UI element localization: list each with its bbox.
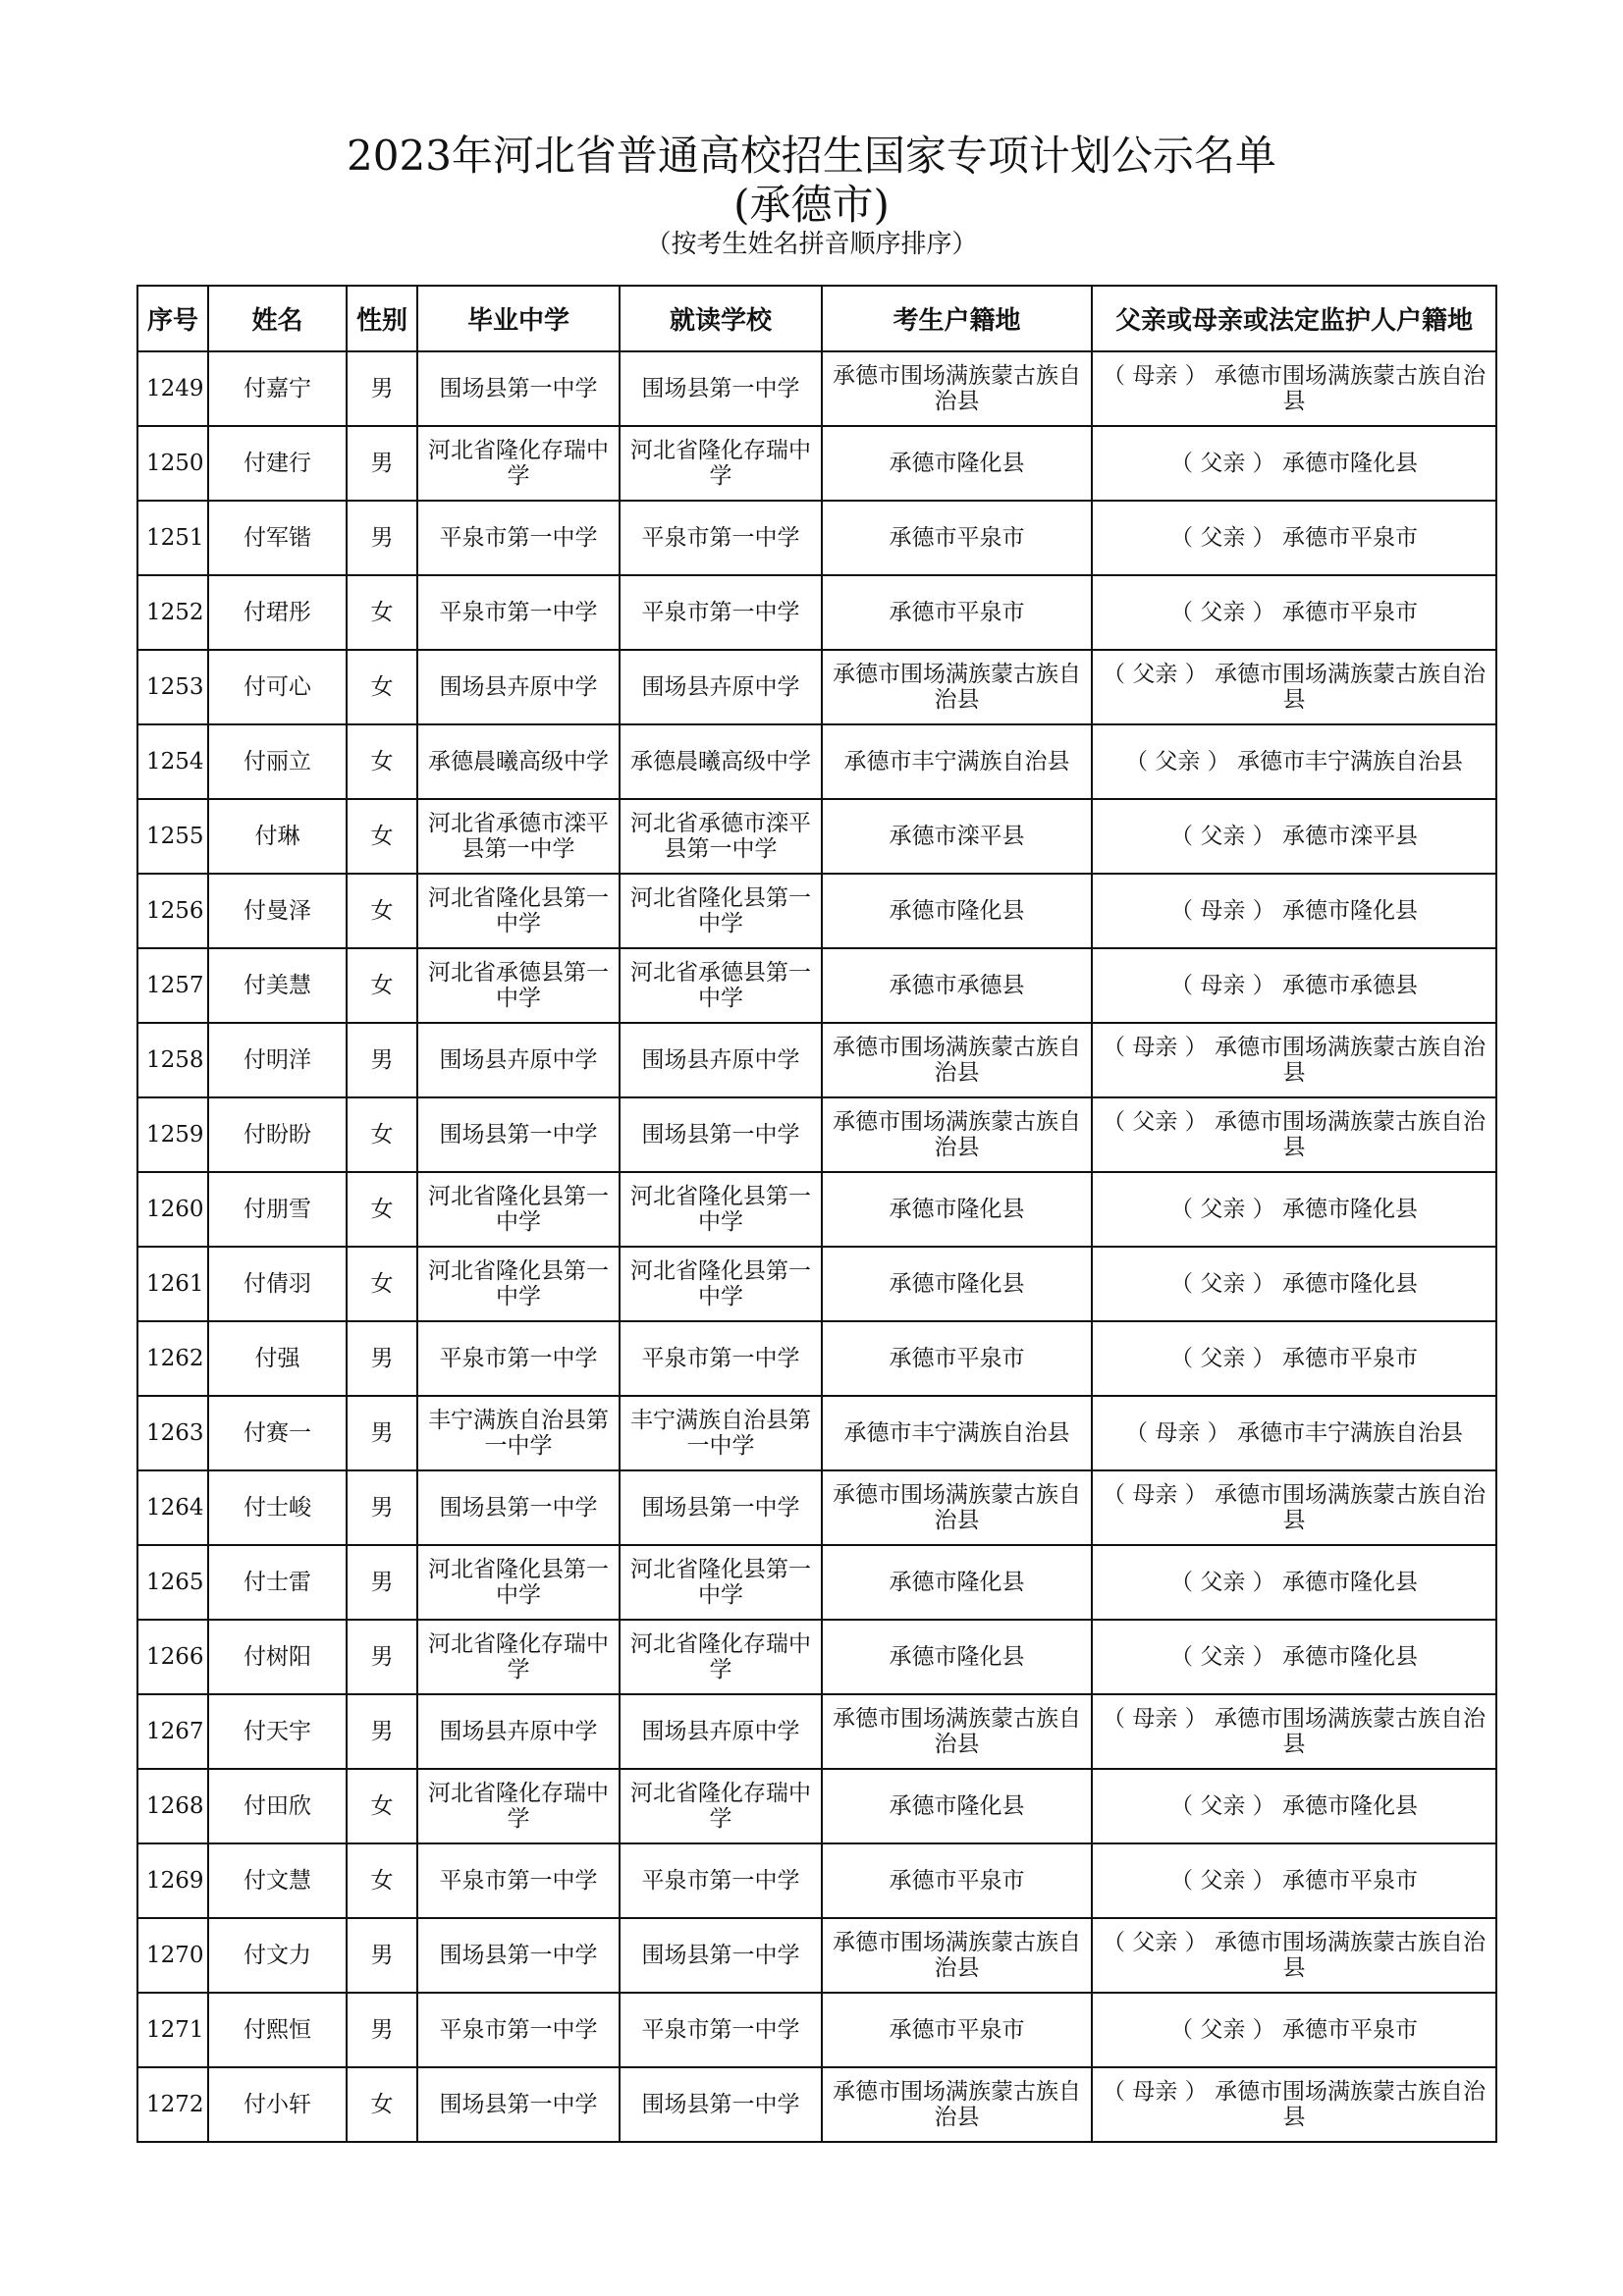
guardian-hukou-cell: （ 母亲 ） 承德市围场满族蒙古族自治县 <box>1092 351 1496 426</box>
guardian-hukou-cell: （ 母亲 ） 承德市承德县 <box>1092 948 1496 1023</box>
current-school-cell: 承德晨曦高级中学 <box>620 724 822 799</box>
current-school-cell: 围场县卉原中学 <box>620 1694 822 1769</box>
current-school-cell: 河北省隆化存瑞中学 <box>620 1620 822 1694</box>
student-hukou-cell: 承德市丰宁满族自治县 <box>822 1396 1092 1470</box>
graduation-school-cell: 平泉市第一中学 <box>417 1993 620 2067</box>
admission-roster-table <box>136 285 1497 2143</box>
serial-number-cell: 1257 <box>137 948 208 1023</box>
current-school-cell: 围场县第一中学 <box>620 2067 822 2142</box>
guardian-hukou-cell: （ 父亲 ） 承德市平泉市 <box>1092 1843 1496 1918</box>
graduation-school-cell: 围场县第一中学 <box>417 351 620 426</box>
serial-number-cell: 1265 <box>137 1545 208 1620</box>
student-name-cell: 付琳 <box>208 799 347 874</box>
guardian-hukou-cell: （ 母亲 ） 承德市围场满族蒙古族自治县 <box>1092 1023 1496 1097</box>
table-row <box>137 1993 1496 2067</box>
header-row <box>137 286 1496 351</box>
student-name-cell: 付建行 <box>208 426 347 501</box>
table-row <box>137 501 1496 575</box>
student-name-cell: 付士峻 <box>208 1470 347 1545</box>
sex-cell: 女 <box>347 724 417 799</box>
sex-cell: 男 <box>347 501 417 575</box>
table-row <box>137 874 1496 948</box>
guardian-hukou-cell: （ 父亲 ） 承德市围场满族蒙古族自治县 <box>1092 1918 1496 1993</box>
student-hukou-cell: 承德市围场满族蒙古族自治县 <box>822 351 1092 426</box>
current-school-cell: 围场县第一中学 <box>620 1918 822 1993</box>
header-graduation-school: 毕业中学 <box>417 286 620 351</box>
current-school-cell: 围场县卉原中学 <box>620 650 822 724</box>
student-name-cell: 付倩羽 <box>208 1247 347 1321</box>
sex-cell: 男 <box>347 1023 417 1097</box>
student-name-cell: 付盼盼 <box>208 1097 347 1172</box>
student-hukou-cell: 承德市平泉市 <box>822 1843 1092 1918</box>
sex-cell: 男 <box>347 1396 417 1470</box>
graduation-school-cell: 河北省隆化县第一中学 <box>417 874 620 948</box>
guardian-hukou-cell: （ 父亲 ） 承德市围场满族蒙古族自治县 <box>1092 650 1496 724</box>
student-name-cell: 付美慧 <box>208 948 347 1023</box>
student-name-cell: 付文慧 <box>208 1843 347 1918</box>
table-row <box>137 799 1496 874</box>
serial-number-cell: 1269 <box>137 1843 208 1918</box>
table-row <box>137 1918 1496 1993</box>
current-school-cell: 平泉市第一中学 <box>620 1843 822 1918</box>
sex-cell: 男 <box>347 1470 417 1545</box>
header-current-school: 就读学校 <box>620 286 822 351</box>
sex-cell: 女 <box>347 1172 417 1247</box>
current-school-cell: 河北省隆化县第一中学 <box>620 1545 822 1620</box>
student-name-cell: 付田欣 <box>208 1769 347 1843</box>
current-school-cell: 河北省隆化县第一中学 <box>620 1172 822 1247</box>
student-name-cell: 付可心 <box>208 650 347 724</box>
student-name-cell: 付熙恒 <box>208 1993 347 2067</box>
graduation-school-cell: 河北省隆化县第一中学 <box>417 1545 620 1620</box>
student-hukou-cell: 承德市平泉市 <box>822 1993 1092 2067</box>
current-school-cell: 河北省承德县第一中学 <box>620 948 822 1023</box>
graduation-school-cell: 平泉市第一中学 <box>417 1843 620 1918</box>
serial-number-cell: 1270 <box>137 1918 208 1993</box>
serial-number-cell: 1254 <box>137 724 208 799</box>
sex-cell: 女 <box>347 874 417 948</box>
graduation-school-cell: 河北省隆化存瑞中学 <box>417 426 620 501</box>
sex-cell: 女 <box>347 650 417 724</box>
document-subtitle-city: (承德市) <box>733 181 890 229</box>
table-row <box>137 426 1496 501</box>
guardian-hukou-cell: （ 父亲 ） 承德市隆化县 <box>1092 1172 1496 1247</box>
header-sex: 性别 <box>347 286 417 351</box>
student-name-cell: 付强 <box>208 1321 347 1396</box>
current-school-cell: 平泉市第一中学 <box>620 1321 822 1396</box>
student-hukou-cell: 承德市围场满族蒙古族自治县 <box>822 1097 1092 1172</box>
student-hukou-cell: 承德市围场满族蒙古族自治县 <box>822 1470 1092 1545</box>
serial-number-cell: 1260 <box>137 1172 208 1247</box>
student-hukou-cell: 承德市承德县 <box>822 948 1092 1023</box>
sex-cell: 女 <box>347 2067 417 2142</box>
guardian-hukou-cell: （ 父亲 ） 承德市隆化县 <box>1092 1545 1496 1620</box>
serial-number-cell: 1272 <box>137 2067 208 2142</box>
sex-cell: 女 <box>347 1769 417 1843</box>
sex-cell: 男 <box>347 1321 417 1396</box>
table-row <box>137 724 1496 799</box>
document-title: 2023年河北省普通高校招生国家专项计划公示名单 <box>347 132 1276 180</box>
student-hukou-cell: 承德市平泉市 <box>822 575 1092 650</box>
serial-number-cell: 1266 <box>137 1620 208 1694</box>
guardian-hukou-cell: （ 父亲 ） 承德市平泉市 <box>1092 1321 1496 1396</box>
graduation-school-cell: 围场县第一中学 <box>417 2067 620 2142</box>
sex-cell: 女 <box>347 1097 417 1172</box>
graduation-school-cell: 围场县卉原中学 <box>417 1023 620 1097</box>
student-name-cell: 付朋雪 <box>208 1172 347 1247</box>
table-row <box>137 1769 1496 1843</box>
sex-cell: 男 <box>347 1993 417 2067</box>
sex-cell: 女 <box>347 575 417 650</box>
student-name-cell: 付军锴 <box>208 501 347 575</box>
serial-number-cell: 1250 <box>137 426 208 501</box>
student-hukou-cell: 承德市围场满族蒙古族自治县 <box>822 650 1092 724</box>
serial-number-cell: 1263 <box>137 1396 208 1470</box>
student-hukou-cell: 承德市隆化县 <box>822 1769 1092 1843</box>
guardian-hukou-cell: （ 父亲 ） 承德市滦平县 <box>1092 799 1496 874</box>
current-school-cell: 河北省隆化存瑞中学 <box>620 1769 822 1843</box>
student-hukou-cell: 承德市隆化县 <box>822 1247 1092 1321</box>
graduation-school-cell: 围场县第一中学 <box>417 1097 620 1172</box>
serial-number-cell: 1251 <box>137 501 208 575</box>
graduation-school-cell: 围场县第一中学 <box>417 1470 620 1545</box>
graduation-school-cell: 河北省承德市滦平县第一中学 <box>417 799 620 874</box>
guardian-hukou-cell: （ 父亲 ） 承德市平泉市 <box>1092 1993 1496 2067</box>
graduation-school-cell: 平泉市第一中学 <box>417 1321 620 1396</box>
header-serial-number: 序号 <box>137 286 208 351</box>
table-row <box>137 1545 1496 1620</box>
serial-number-cell: 1255 <box>137 799 208 874</box>
student-hukou-cell: 承德市隆化县 <box>822 426 1092 501</box>
student-hukou-cell: 承德市平泉市 <box>822 1321 1092 1396</box>
table-row <box>137 1321 1496 1396</box>
serial-number-cell: 1258 <box>137 1023 208 1097</box>
table-row <box>137 1172 1496 1247</box>
student-name-cell: 付士雷 <box>208 1545 347 1620</box>
table-header <box>137 286 1496 351</box>
current-school-cell: 河北省隆化县第一中学 <box>620 874 822 948</box>
sex-cell: 男 <box>347 1620 417 1694</box>
sex-cell: 男 <box>347 351 417 426</box>
current-school-cell: 平泉市第一中学 <box>620 1993 822 2067</box>
student-hukou-cell: 承德市丰宁满族自治县 <box>822 724 1092 799</box>
graduation-school-cell: 河北省隆化县第一中学 <box>417 1247 620 1321</box>
guardian-hukou-cell: （ 母亲 ） 承德市围场满族蒙古族自治县 <box>1092 2067 1496 2142</box>
sex-cell: 男 <box>347 1918 417 1993</box>
header-guardian-hukou: 父亲或母亲或法定监护人户籍地 <box>1092 286 1496 351</box>
sorting-note: （按考生姓名拼音顺序排序） <box>645 230 978 259</box>
guardian-hukou-cell: （ 母亲 ） 承德市围场满族蒙古族自治县 <box>1092 1694 1496 1769</box>
guardian-hukou-cell: （ 父亲 ） 承德市隆化县 <box>1092 1247 1496 1321</box>
student-hukou-cell: 承德市围场满族蒙古族自治县 <box>822 1023 1092 1097</box>
serial-number-cell: 1261 <box>137 1247 208 1321</box>
guardian-hukou-cell: （ 父亲 ） 承德市丰宁满族自治县 <box>1092 724 1496 799</box>
header-student-hukou: 考生户籍地 <box>822 286 1092 351</box>
guardian-hukou-cell: （ 父亲 ） 承德市隆化县 <box>1092 1769 1496 1843</box>
student-hukou-cell: 承德市围场满族蒙古族自治县 <box>822 1694 1092 1769</box>
student-hukou-cell: 承德市隆化县 <box>822 1545 1092 1620</box>
student-name-cell: 付树阳 <box>208 1620 347 1694</box>
guardian-hukou-cell: （ 父亲 ） 承德市围场满族蒙古族自治县 <box>1092 1097 1496 1172</box>
student-hukou-cell: 承德市围场满族蒙古族自治县 <box>822 2067 1092 2142</box>
student-name-cell: 付文力 <box>208 1918 347 1993</box>
student-name-cell: 付嘉宁 <box>208 351 347 426</box>
serial-number-cell: 1252 <box>137 575 208 650</box>
current-school-cell: 围场县第一中学 <box>620 1470 822 1545</box>
serial-number-cell: 1253 <box>137 650 208 724</box>
current-school-cell: 围场县卉原中学 <box>620 1023 822 1097</box>
table-row <box>137 575 1496 650</box>
student-hukou-cell: 承德市平泉市 <box>822 501 1092 575</box>
serial-number-cell: 1259 <box>137 1097 208 1172</box>
sex-cell: 男 <box>347 1694 417 1769</box>
sex-cell: 男 <box>347 1545 417 1620</box>
sex-cell: 女 <box>347 799 417 874</box>
table-row <box>137 1620 1496 1694</box>
table-row <box>137 1694 1496 1769</box>
sex-cell: 女 <box>347 1247 417 1321</box>
graduation-school-cell: 平泉市第一中学 <box>417 501 620 575</box>
student-name-cell: 付赛一 <box>208 1396 347 1470</box>
table-row <box>137 1247 1496 1321</box>
student-hukou-cell: 承德市隆化县 <box>822 1620 1092 1694</box>
guardian-hukou-cell: （ 父亲 ） 承德市平泉市 <box>1092 575 1496 650</box>
graduation-school-cell: 围场县卉原中学 <box>417 1694 620 1769</box>
sex-cell: 女 <box>347 1843 417 1918</box>
guardian-hukou-cell: （ 父亲 ） 承德市隆化县 <box>1092 1620 1496 1694</box>
table-row <box>137 2067 1496 2142</box>
guardian-hukou-cell: （ 母亲 ） 承德市隆化县 <box>1092 874 1496 948</box>
student-name-cell: 付小轩 <box>208 2067 347 2142</box>
sex-cell: 女 <box>347 948 417 1023</box>
student-name-cell: 付天宇 <box>208 1694 347 1769</box>
graduation-school-cell: 河北省隆化存瑞中学 <box>417 1620 620 1694</box>
serial-number-cell: 1264 <box>137 1470 208 1545</box>
student-name-cell: 付曼泽 <box>208 874 347 948</box>
sex-cell: 男 <box>347 426 417 501</box>
table-row <box>137 650 1496 724</box>
graduation-school-cell: 河北省隆化县第一中学 <box>417 1172 620 1247</box>
table-row <box>137 351 1496 426</box>
graduation-school-cell: 承德晨曦高级中学 <box>417 724 620 799</box>
current-school-cell: 河北省隆化存瑞中学 <box>620 426 822 501</box>
student-name-cell: 付珺彤 <box>208 575 347 650</box>
student-hukou-cell: 承德市围场满族蒙古族自治县 <box>822 1918 1092 1993</box>
table-row <box>137 948 1496 1023</box>
student-hukou-cell: 承德市隆化县 <box>822 874 1092 948</box>
student-name-cell: 付丽立 <box>208 724 347 799</box>
guardian-hukou-cell: （ 母亲 ） 承德市围场满族蒙古族自治县 <box>1092 1470 1496 1545</box>
current-school-cell: 围场县第一中学 <box>620 351 822 426</box>
current-school-cell: 河北省承德市滦平县第一中学 <box>620 799 822 874</box>
guardian-hukou-cell: （ 父亲 ） 承德市隆化县 <box>1092 426 1496 501</box>
serial-number-cell: 1256 <box>137 874 208 948</box>
serial-number-cell: 1249 <box>137 351 208 426</box>
graduation-school-cell: 河北省承德县第一中学 <box>417 948 620 1023</box>
current-school-cell: 平泉市第一中学 <box>620 575 822 650</box>
table-row <box>137 1023 1496 1097</box>
table-row <box>137 1843 1496 1918</box>
graduation-school-cell: 平泉市第一中学 <box>417 575 620 650</box>
student-hukou-cell: 承德市隆化县 <box>822 1172 1092 1247</box>
current-school-cell: 丰宁满族自治县第一中学 <box>620 1396 822 1470</box>
current-school-cell: 河北省隆化县第一中学 <box>620 1247 822 1321</box>
current-school-cell: 平泉市第一中学 <box>620 501 822 575</box>
serial-number-cell: 1268 <box>137 1769 208 1843</box>
guardian-hukou-cell: （ 父亲 ） 承德市平泉市 <box>1092 501 1496 575</box>
guardian-hukou-cell: （ 母亲 ） 承德市丰宁满族自治县 <box>1092 1396 1496 1470</box>
header-name: 姓名 <box>208 286 347 351</box>
table-row <box>137 1470 1496 1545</box>
serial-number-cell: 1267 <box>137 1694 208 1769</box>
student-name-cell: 付明洋 <box>208 1023 347 1097</box>
table-row <box>137 1097 1496 1172</box>
serial-number-cell: 1271 <box>137 1993 208 2067</box>
serial-number-cell: 1262 <box>137 1321 208 1396</box>
graduation-school-cell: 河北省隆化存瑞中学 <box>417 1769 620 1843</box>
graduation-school-cell: 围场县第一中学 <box>417 1918 620 1993</box>
current-school-cell: 围场县第一中学 <box>620 1097 822 1172</box>
table-body <box>137 351 1496 2142</box>
table-row <box>137 1396 1496 1470</box>
graduation-school-cell: 丰宁满族自治县第一中学 <box>417 1396 620 1470</box>
graduation-school-cell: 围场县卉原中学 <box>417 650 620 724</box>
student-hukou-cell: 承德市滦平县 <box>822 799 1092 874</box>
